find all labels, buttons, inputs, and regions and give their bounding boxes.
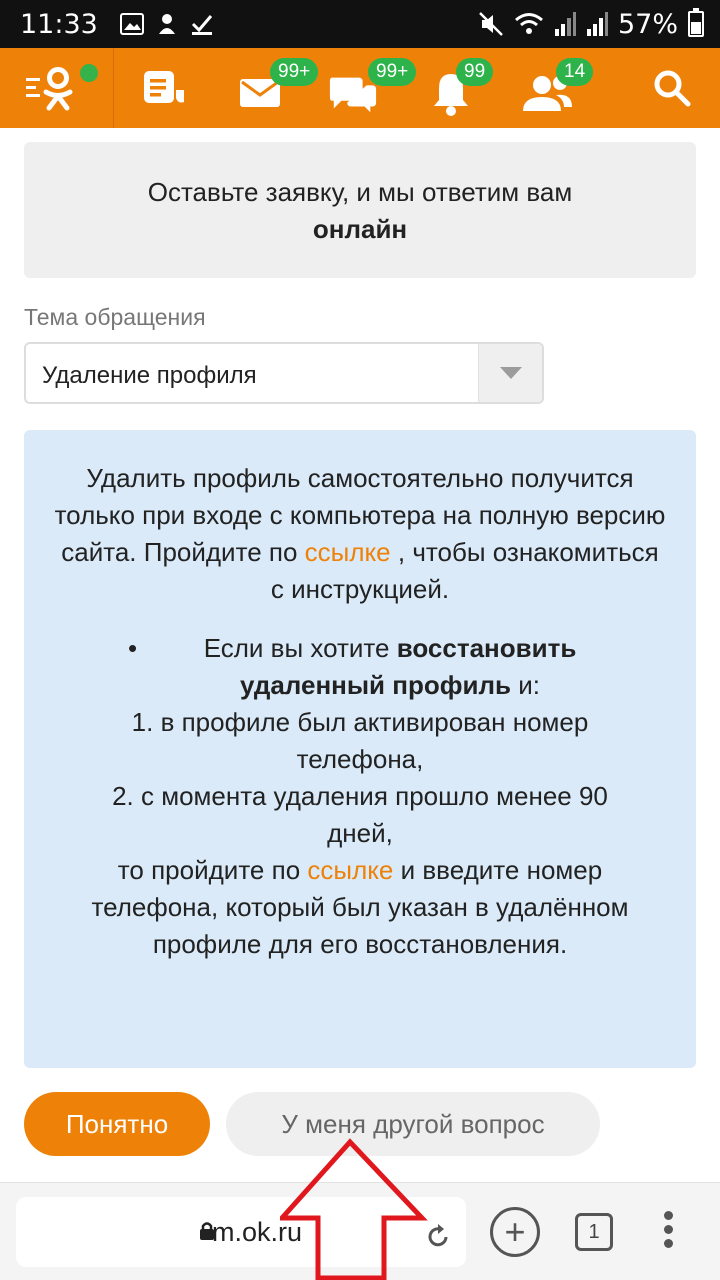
mail-badge: 99+: [270, 58, 318, 86]
feed-icon: [142, 68, 188, 108]
tabs-button[interactable]: 1: [575, 1213, 613, 1251]
discussions-button[interactable]: [328, 48, 409, 128]
top-navigation: [0, 48, 720, 128]
instruction-paragraph-2: [64, 852, 656, 963]
other-question-button[interactable]: У меня другой вопрос: [226, 1092, 600, 1156]
new-tab-button[interactable]: [490, 1207, 540, 1257]
bell-badge: 99: [456, 58, 493, 86]
more-menu-icon[interactable]: [664, 1211, 674, 1253]
search-button[interactable]: [650, 48, 694, 128]
mute-icon: [478, 11, 504, 37]
wifi-icon: [514, 11, 544, 37]
status-icons-right: [478, 9, 704, 40]
online-info-box: [24, 142, 696, 278]
info-text-line1: Оставьте заявку, и мы ответим вам: [147, 177, 573, 207]
theme-label: Тема обращения: [24, 304, 206, 330]
bullet-text: [174, 630, 606, 704]
condition-1: 1. в профиле был активирован номер телефона,: [131, 707, 589, 774]
bullet-item: [24, 630, 696, 704]
search-icon: [653, 69, 691, 107]
theme-select-value: Удаление профиля: [42, 362, 257, 389]
condition-2: 2. с момента удаления прошло менее 90 дней,: [112, 781, 608, 848]
bullet-prefix: Если вы хотите: [203, 633, 390, 663]
signal-icon: [554, 11, 576, 37]
ok-logo-icon: [40, 66, 76, 112]
ok-button[interactable]: Понятно: [24, 1092, 210, 1156]
status-bar: [0, 0, 720, 48]
friends-button[interactable]: [520, 48, 586, 128]
instruction-link-1[interactable]: ссылке: [304, 537, 391, 567]
chat-badge: 99+: [368, 58, 416, 86]
instruction-link-2[interactable]: ссылке: [307, 855, 394, 885]
online-indicator: [78, 62, 100, 84]
friends-badge: 14: [556, 58, 593, 86]
ok-logo-menu-button[interactable]: [0, 48, 114, 128]
battery-percent: 57%: [617, 8, 678, 40]
instruction-paragraph-1: [54, 460, 666, 608]
instruction-text-4: и введите номер телефона, который был указан в удалённом профиле для его восстановления.: [91, 855, 629, 959]
address-bar[interactable]: [16, 1197, 466, 1267]
notifications-button[interactable]: [428, 48, 486, 128]
download-icon: [156, 12, 178, 36]
info-text-bold: онлайн: [312, 214, 408, 244]
bullet-dot: •: [128, 633, 138, 663]
status-icons-left: [120, 12, 214, 36]
browser-toolbar: [0, 1182, 720, 1280]
instruction-text-3: то пройдите по: [117, 855, 301, 885]
instruction-box: [24, 430, 696, 1068]
instruction-text-1: Удалить профиль самостоятельно получится только при входе с компьютера на полную версию сайта. Пройдите по: [54, 463, 666, 567]
bullet-suffix: и:: [518, 670, 540, 700]
image-icon: [120, 13, 144, 35]
signal-icon-2: [586, 11, 608, 37]
battery-icon: [688, 11, 704, 37]
plus-icon: +: [504, 1211, 526, 1252]
messages-button[interactable]: [238, 48, 311, 128]
check-icon: [190, 12, 214, 36]
chevron-down-icon: [500, 367, 522, 379]
theme-select[interactable]: [24, 342, 544, 404]
status-time: 11:33: [20, 8, 98, 40]
select-arrow[interactable]: [478, 344, 542, 402]
feed-button[interactable]: [140, 48, 190, 128]
url-text: m.ok.ru: [212, 1217, 303, 1247]
instruction-text-2: , чтобы ознакомиться с инструкцией.: [270, 537, 659, 604]
reload-icon[interactable]: [426, 1223, 450, 1249]
bullet-bold-text: восстановить удаленный профиль: [240, 633, 577, 700]
